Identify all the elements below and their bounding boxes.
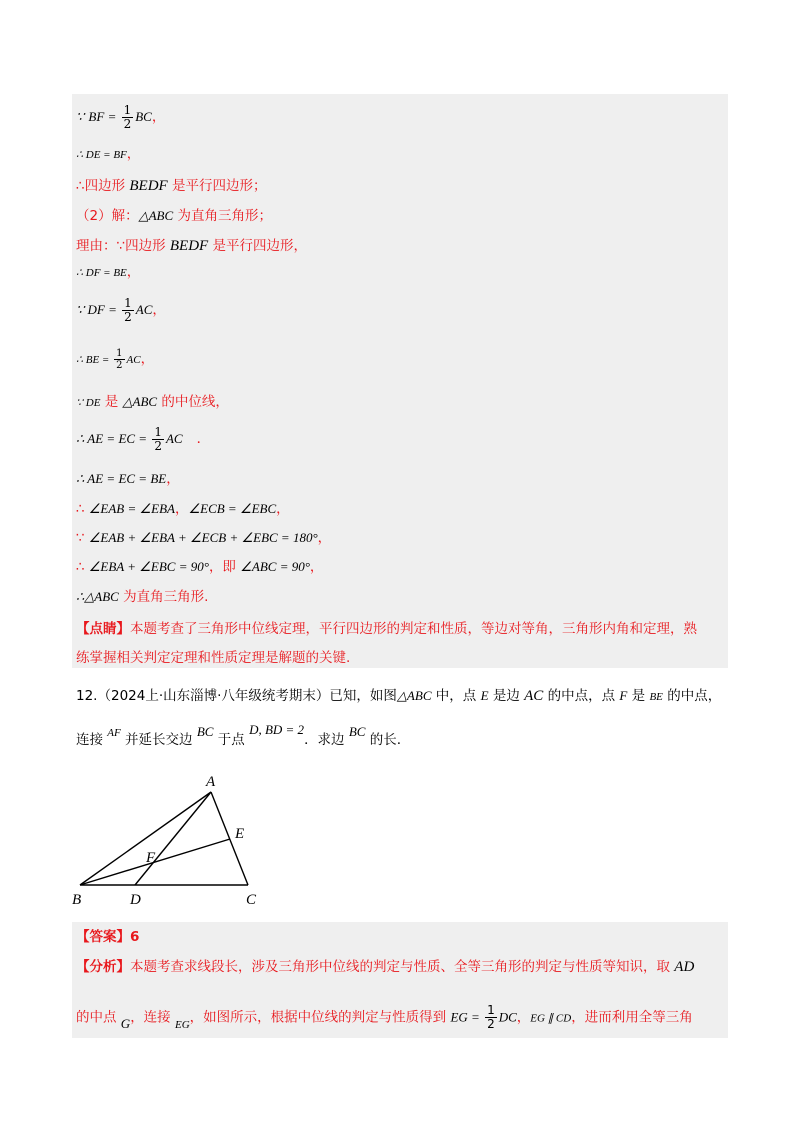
question-line-1: 12.（2024上·山东淄博·八年级统考期末）已知，如图△ABC 中，点 E 是边 AC 的中点，点 F 是 BE 的中点， <box>76 688 722 704</box>
solution-line-3: ∴四边形 BEDF 是平行四边形； <box>76 178 267 194</box>
answer-line <box>76 928 139 946</box>
label-C: C <box>246 892 257 908</box>
comment-line-1: 【点睛】本题考查了三角形中位线定理，平行四边形的判定和性质，等边对等角，三角形内角和定理，熟 <box>76 621 697 637</box>
solution-line-1: ∵ BF = $\frac{1}{2}$ BC， <box>76 103 166 131</box>
question-line-2: 连接 $^{AF}$ 并延长交边 BC 于点 D, BD = 2．求边 BC 的长. <box>76 722 402 748</box>
answer-label: 【答案】 <box>76 929 130 945</box>
solution-line-6: ∴ DF = BE， <box>76 264 141 280</box>
solution-line-4: （2）解：△ABC 为直角三角形； <box>76 208 272 224</box>
solution-line-12: ∴ ∠EAB = ∠EBA，∠ECB = ∠EBC， <box>76 501 290 517</box>
solution-line-7: ∵ DF = $\frac{1}{2}$ AC， <box>76 296 166 324</box>
solution-line-10: ∴ AE = EC = $\frac{1}{2}$ AC ． <box>76 425 211 453</box>
analysis-line-1: 【分析】本题考查求线段长，涉及三角形中位线的判定与性质、全等三角形的判定与性质等知识，取 AD <box>76 959 695 975</box>
fraction: $\frac{1}{2}$ <box>123 103 132 131</box>
solution-line-5: 理由：∵四边形 BEDF 是平行四边形， <box>76 238 308 254</box>
label-F: F <box>146 850 156 866</box>
solution-line-9: ∵ DE 是 △ABC 的中位线， <box>76 394 229 410</box>
analysis-label: 【分析】 <box>76 959 130 975</box>
label-A: A <box>206 774 216 790</box>
label-D: D <box>130 892 141 908</box>
solution-line-11: ∴ AE = EC = BE， <box>76 471 180 487</box>
solution-line-2: ∴ DE = BF， <box>76 146 141 162</box>
comment-line-2: 练掌握相关判定定理和性质定理是解题的关键. <box>76 650 351 666</box>
label-B: B <box>72 892 82 908</box>
solution-line-13: ∵ ∠EAB + ∠EBA + ∠ECB + ∠EBC = 180°， <box>76 530 332 546</box>
question-number: 12. <box>76 688 98 704</box>
triangle-figure <box>68 772 308 912</box>
solution-line-15: ∴△ABC 为直角三角形. <box>76 589 209 605</box>
comment-label: 【点睛】 <box>76 621 130 637</box>
label-E: E <box>235 826 245 842</box>
answer-value: 6 <box>130 929 140 945</box>
solution-line-8: ∴ BE = $\frac{1}{2}$ AC， <box>76 348 155 371</box>
analysis-line-2: 的中点 G，连接 $_{EG}$，如图所示，根据中位线的判定与性质得到 EG = $\frac{1}{2}$ DC，EG ∥ CD，进而利用全等三角 <box>76 1003 693 1031</box>
solution-line-14: ∴ ∠EBA + ∠EBC = 90°，即 ∠ABC = 90°， <box>76 559 324 575</box>
